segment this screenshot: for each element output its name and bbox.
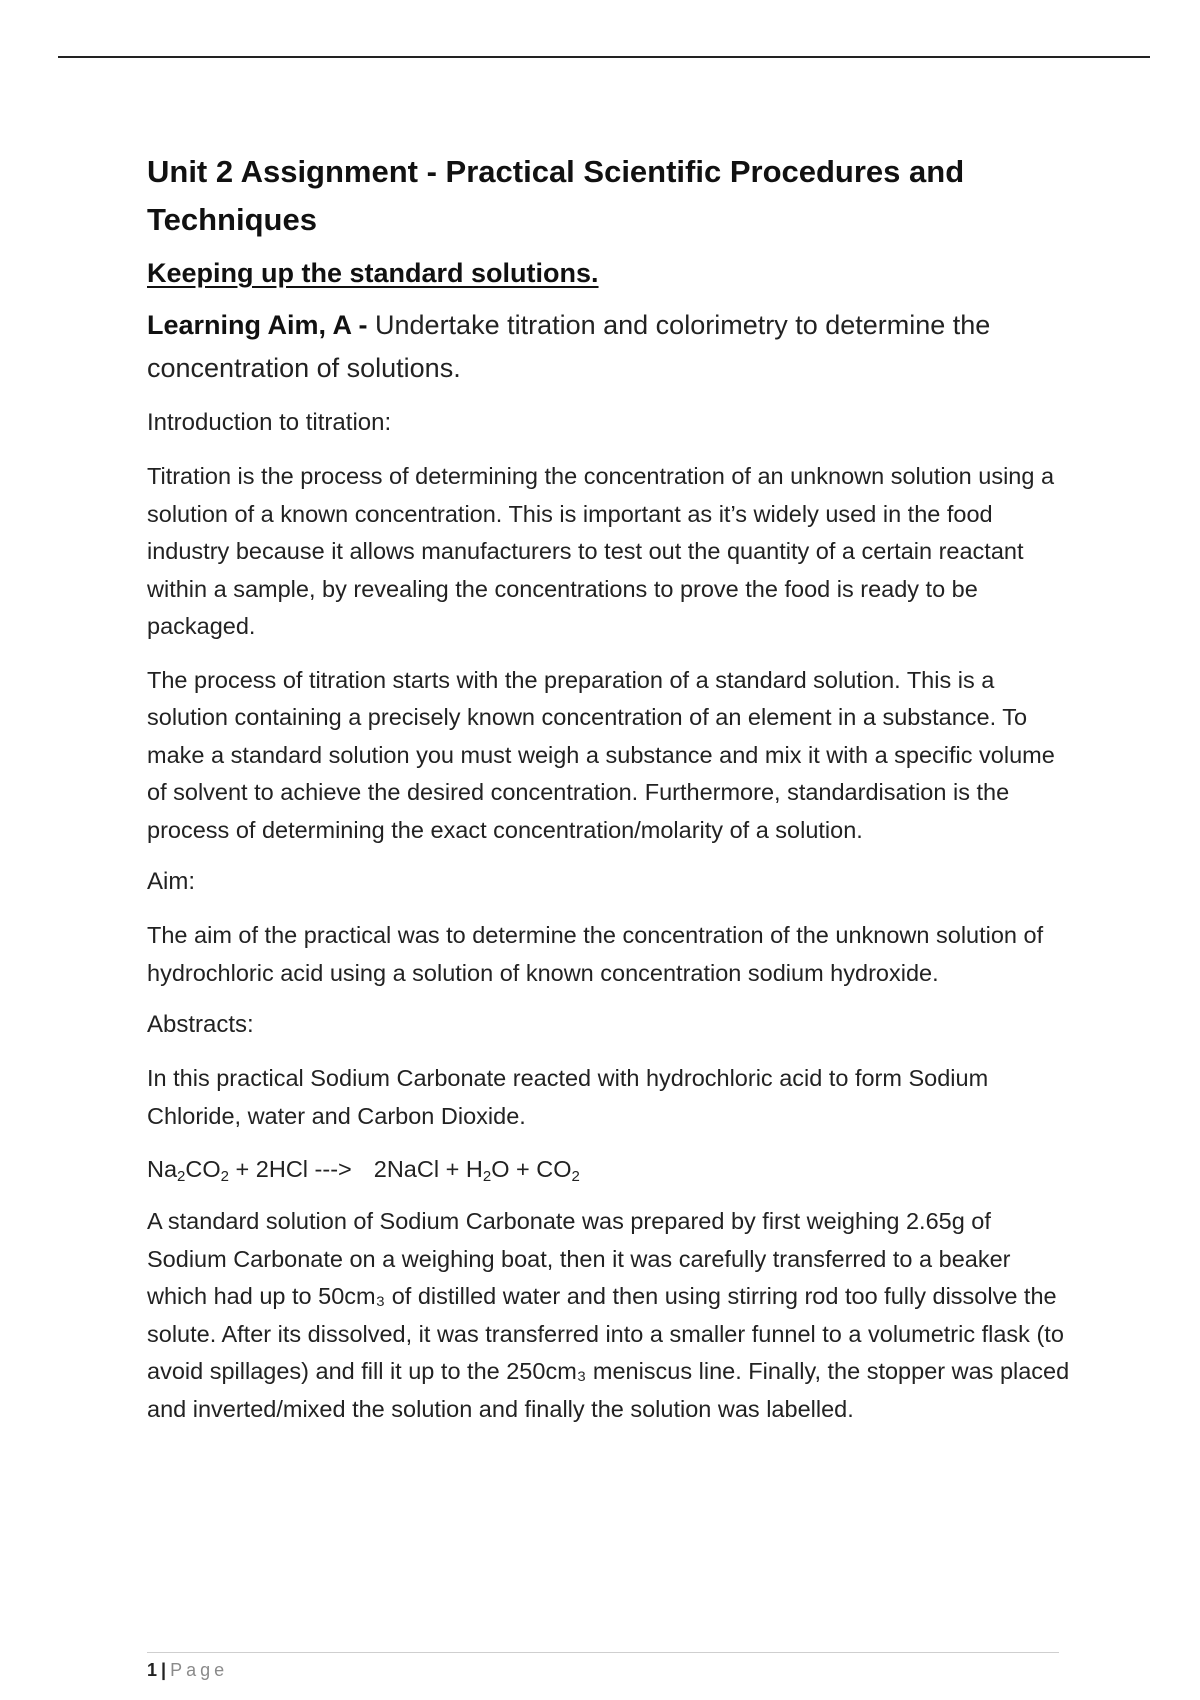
document-title: Unit 2 Assignment - Practical Scientific Procedures and Techniques <box>147 154 965 237</box>
eq-na: Na <box>147 1156 178 1182</box>
intro-heading: Introduction to titration: <box>147 409 392 436</box>
eq-plus: + <box>509 1156 537 1182</box>
document-body <box>147 148 1077 1444</box>
aim-paragraph: The aim of the practical was to determine the concentration of the unknown solution of hydrochloric acid using a solution of known concentration sodium hydroxide. <box>147 922 1044 986</box>
eq-sub: 2 <box>220 1168 229 1185</box>
page-separator: | <box>161 1660 167 1680</box>
eq-sub: 2 <box>482 1168 492 1185</box>
eq-sub: 2 <box>177 1168 186 1185</box>
eq-hcl: 2HCl <box>255 1156 309 1182</box>
eq-plus: + <box>228 1156 256 1182</box>
chemical-equation <box>147 1151 1077 1187</box>
eq-h: H <box>465 1156 483 1182</box>
eq-plus: + <box>439 1156 466 1182</box>
intro-paragraph-2: The process of titration starts with the preparation of a standard solution. This is a solution containing a precisely known concentration of an element in a substance. To make a standard solution you must weigh a substance and mix it with a specific volume of solvent to achieve the desired concentration. Furthermore, standardisation is the process of determining the exact concentration/molarity of a solution. <box>147 666 1055 843</box>
eq-o: O <box>491 1156 510 1182</box>
page-footer <box>147 1658 228 1682</box>
eq-co2: CO <box>536 1156 572 1182</box>
eq-nacl: 2NaCl <box>373 1156 440 1182</box>
eq-sub: 2 <box>571 1168 580 1185</box>
intro-paragraph-1: Titration is the process of determining the concentration of an unknown solution using a solution of a known concentration. This is important as it’s widely used in the food industry because it allows manufacturers to test out the quantity of a certain reactant within a sample, by revealing the concentrations to prove the food is ready to be packaged. <box>147 463 1055 639</box>
learning-aim-label: Learning Aim, A - <box>147 310 368 340</box>
document-subtitle: Keeping up the standard solutions. <box>147 258 599 288</box>
abstracts-paragraph: In this practical Sodium Carbonate reacted with hydrochloric acid to form Sodium Chloride, water and Carbon Dioxide. <box>147 1065 989 1129</box>
header-rule <box>58 56 1150 58</box>
eq-arrow: ---> <box>308 1156 352 1182</box>
page-number: 1 <box>147 1660 158 1680</box>
eq-co: CO <box>185 1156 221 1182</box>
footer-rule <box>147 1652 1059 1653</box>
learning-aim <box>147 304 1077 390</box>
method-paragraph: A standard solution of Sodium Carbonate was prepared by first weighing 2.65g of Sodium Carbonate on a weighing boat, then it was carefully transferred to a beaker which had up to 50cm₃ of distilled water and then using stirring rod too fully dissolve the solute. After its dissolved, it was transferred into a smaller funnel to a volumetric flask (to avoid spillages) and fill it up to the 250cm₃ meniscus line. Finally, the stopper was placed and inverted/mixed the solution and finally the solution was labelled. <box>147 1208 1070 1422</box>
learning-aim-text: Undertake titration and colorimetry to determine the concentration of solutions. <box>147 310 991 383</box>
page-label: Page <box>170 1660 229 1680</box>
aim-heading: Aim: <box>147 868 195 895</box>
abstracts-heading: Abstracts: <box>147 1011 254 1038</box>
